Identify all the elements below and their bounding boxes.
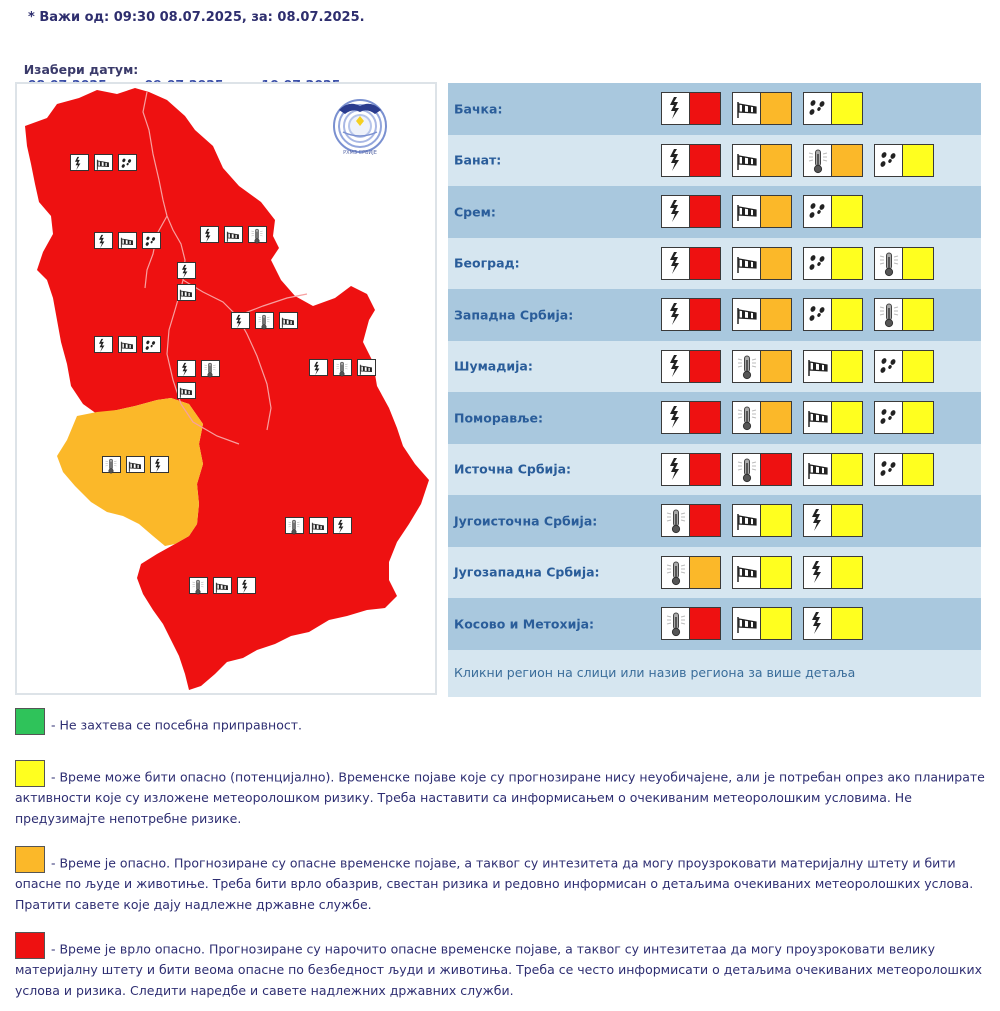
map-marker-heat[interactable] xyxy=(333,359,352,376)
warning-badges xyxy=(661,92,874,125)
lightning-icon xyxy=(233,314,245,329)
windsock-icon xyxy=(736,96,758,120)
warning-level-swatch xyxy=(761,196,791,227)
windsock-icon xyxy=(215,579,229,594)
thermometer-icon xyxy=(335,361,349,377)
warning-badge-heat-red[interactable] xyxy=(661,504,721,537)
validity-text: * Важи од: 09:30 08.07.2025, за: 08.07.2025. xyxy=(28,10,365,25)
map-marker-wind[interactable] xyxy=(118,336,137,353)
map-marker-rain[interactable] xyxy=(118,154,137,171)
lightning-icon xyxy=(662,93,690,124)
lightning-icon xyxy=(662,196,690,227)
lightning-icon xyxy=(804,505,832,536)
legend-swatch-green xyxy=(15,708,45,735)
warning-level-swatch xyxy=(761,454,791,485)
warning-badge-heat-yellow[interactable] xyxy=(874,298,934,331)
raindrops-icon xyxy=(120,156,134,171)
warning-badge-storm-yellow[interactable] xyxy=(803,504,863,537)
map-marker-heat[interactable] xyxy=(189,577,208,594)
warning-level-swatch xyxy=(690,299,720,330)
raindrops-icon xyxy=(878,354,900,378)
lightning-icon xyxy=(179,264,191,279)
map-marker-storm[interactable] xyxy=(237,577,256,594)
lightning-icon xyxy=(665,354,685,378)
region-row xyxy=(448,186,981,238)
raindrops-icon xyxy=(878,405,900,429)
warning-level-swatch xyxy=(690,557,720,588)
thermometer-icon xyxy=(257,314,271,330)
warning-badge-storm-red[interactable] xyxy=(661,247,721,280)
lightning-icon xyxy=(179,362,191,377)
region-name-link[interactable]: Банат: xyxy=(454,152,502,168)
warning-badge-storm-red[interactable] xyxy=(661,144,721,177)
windsock-icon xyxy=(736,508,758,532)
warning-badge-rain-yellow[interactable] xyxy=(874,350,934,383)
raindrops-icon xyxy=(807,251,829,275)
warning-badge-heat-yellow[interactable] xyxy=(874,247,934,280)
warning-level-swatch xyxy=(832,402,862,433)
warning-level-swatch xyxy=(761,505,791,536)
region-row xyxy=(448,289,981,341)
lightning-icon xyxy=(202,228,214,243)
map-marker-storm[interactable] xyxy=(309,359,328,376)
windsock-icon xyxy=(736,199,758,223)
region-name-link[interactable]: Поморавље: xyxy=(454,410,544,426)
warning-badge-wind-orange[interactable] xyxy=(732,144,792,177)
map-marker-rain[interactable] xyxy=(142,232,161,249)
warning-badge-storm-yellow[interactable] xyxy=(803,556,863,589)
region-name-link[interactable]: Југозападна Србија: xyxy=(454,564,600,580)
lightning-icon xyxy=(239,579,251,594)
map-marker-wind[interactable] xyxy=(279,312,298,329)
table-hint: Кликни регион на слици или назив региона за више детаља xyxy=(454,664,856,680)
map-marker-heat[interactable] xyxy=(255,312,274,329)
raindrops-icon xyxy=(144,338,158,353)
warning-level-swatch xyxy=(761,351,791,382)
raindrops-icon xyxy=(144,234,158,249)
warning-badge-rain-yellow[interactable] xyxy=(803,92,863,125)
thermometer-icon xyxy=(662,608,690,639)
lightning-icon xyxy=(807,508,827,532)
map-marker-storm[interactable] xyxy=(200,226,219,243)
thermometer-icon xyxy=(665,560,687,586)
region-row xyxy=(448,341,981,393)
warning-badge-rain-yellow[interactable] xyxy=(874,453,934,486)
warning-badges xyxy=(661,504,874,537)
windsock-icon xyxy=(807,405,829,429)
raindrops-icon xyxy=(875,402,903,433)
windsock-icon xyxy=(736,251,758,275)
warning-badge-heat-red[interactable] xyxy=(732,453,792,486)
warning-level-swatch xyxy=(832,351,862,382)
map-marker-rain[interactable] xyxy=(142,336,161,353)
thermometer-icon xyxy=(807,148,829,174)
lightning-icon xyxy=(665,148,685,172)
thermometer-icon xyxy=(733,402,761,433)
raindrops-icon xyxy=(807,302,829,326)
region-row xyxy=(448,135,981,187)
windsock-icon xyxy=(733,248,761,279)
thermometer-icon xyxy=(662,505,690,536)
table-hint-row xyxy=(448,650,981,697)
windsock-icon xyxy=(733,93,761,124)
thermometer-icon xyxy=(250,228,264,244)
windsock-icon xyxy=(120,234,134,249)
map-marker-wind[interactable] xyxy=(118,232,137,249)
warning-level-swatch xyxy=(832,93,862,124)
raindrops-icon xyxy=(804,196,832,227)
warning-badges xyxy=(661,401,945,434)
windsock-icon xyxy=(733,608,761,639)
thermometer-icon xyxy=(665,611,687,637)
warning-level-swatch xyxy=(832,248,862,279)
warning-badge-heat-orange[interactable] xyxy=(732,350,792,383)
warning-badges xyxy=(661,298,945,331)
lightning-icon xyxy=(804,557,832,588)
warning-level-swatch xyxy=(832,557,862,588)
warning-level-swatch xyxy=(832,608,862,639)
region-name-link[interactable]: Југоисточна Србија: xyxy=(454,513,598,529)
map-marker-storm[interactable] xyxy=(94,336,113,353)
warning-badge-wind-yellow[interactable] xyxy=(803,401,863,434)
warning-level-swatch xyxy=(690,505,720,536)
lightning-icon xyxy=(807,560,827,584)
warning-badge-wind-yellow[interactable] xyxy=(732,556,792,589)
warning-badge-wind-yellow[interactable] xyxy=(732,607,792,640)
lightning-icon xyxy=(662,402,690,433)
lightning-icon xyxy=(96,338,108,353)
region-row xyxy=(448,83,981,135)
legend-text: - Време може бити опасно (потенцијално). Временске појаве које су прогнозиране нису неуобичајене, али је потребан опрез ако планирате активности које су изложене метеоролошком ризику. Треба наставити са информисањем о очекиваним метеоролошким условима. Не предузимајте непотребне ризике. xyxy=(15,769,985,826)
region-name-link[interactable]: Бачка: xyxy=(454,101,503,117)
raindrops-icon xyxy=(804,248,832,279)
thermometer-icon xyxy=(736,457,758,483)
warning-level-swatch xyxy=(761,248,791,279)
raindrops-icon xyxy=(807,199,829,223)
warning-level-swatch xyxy=(832,145,862,176)
raindrops-icon xyxy=(878,457,900,481)
warning-badges xyxy=(661,247,945,280)
map-marker-storm[interactable] xyxy=(150,456,169,473)
thermometer-icon xyxy=(203,362,217,378)
windsock-icon xyxy=(733,505,761,536)
lightning-icon xyxy=(335,519,347,534)
windsock-icon xyxy=(120,338,134,353)
windsock-icon xyxy=(736,560,758,584)
lightning-icon xyxy=(662,299,690,330)
legend-item-red xyxy=(15,932,985,1000)
lightning-icon xyxy=(662,145,690,176)
thermometer-icon xyxy=(104,458,118,474)
windsock-icon xyxy=(733,299,761,330)
thermometer-icon xyxy=(733,351,761,382)
legend-text: - Време је врло опасно. Прогнозиране су нарочито опасне временске појаве, а таквог су интезитетаа да могу проузроковати велику материјалну штету и бити веома опасне по безбедност људи и животиња. Треба се често информисати о детаљима очекиваних метеоролошких услова и ризика. Следити наредбе и савете надлежних државних служби. xyxy=(15,941,983,998)
raindrops-icon xyxy=(804,93,832,124)
warning-level-swatch xyxy=(690,608,720,639)
warning-level-swatch xyxy=(903,402,933,433)
thermometer-icon xyxy=(662,557,690,588)
warning-badge-wind-orange[interactable] xyxy=(732,195,792,228)
warning-badge-storm-red[interactable] xyxy=(661,401,721,434)
lightning-icon xyxy=(311,361,323,376)
region-row xyxy=(448,238,981,290)
lightning-icon xyxy=(662,454,690,485)
warning-badge-storm-red[interactable] xyxy=(661,298,721,331)
warning-badge-storm-red[interactable] xyxy=(661,195,721,228)
lightning-icon xyxy=(152,458,164,473)
windsock-icon xyxy=(179,286,193,301)
warning-level-swatch xyxy=(761,557,791,588)
warning-badges xyxy=(661,195,874,228)
lightning-icon xyxy=(804,608,832,639)
warning-level-swatch xyxy=(690,196,720,227)
windsock-icon xyxy=(96,156,110,171)
warning-badge-rain-yellow[interactable] xyxy=(874,401,934,434)
windsock-icon xyxy=(736,302,758,326)
windsock-icon xyxy=(807,457,829,481)
serbia-map xyxy=(17,84,437,695)
warning-badges xyxy=(661,453,945,486)
windsock-icon xyxy=(128,458,142,473)
logo-icon xyxy=(329,96,391,158)
windsock-icon xyxy=(736,148,758,172)
raindrops-icon xyxy=(804,299,832,330)
thermometer-icon xyxy=(287,519,301,535)
warning-badge-rain-yellow[interactable] xyxy=(874,144,934,177)
map-marker-wind[interactable] xyxy=(94,154,113,171)
lightning-icon xyxy=(665,405,685,429)
map-marker-wind[interactable] xyxy=(177,382,196,399)
windsock-icon xyxy=(804,454,832,485)
windsock-icon xyxy=(736,611,758,635)
map-marker-heat[interactable] xyxy=(102,456,121,473)
legend-swatch-red xyxy=(15,932,45,959)
region-row xyxy=(448,444,981,496)
warning-level-swatch xyxy=(832,454,862,485)
raindrops-icon xyxy=(878,148,900,172)
warning-badges xyxy=(661,144,945,177)
warning-badge-wind-orange[interactable] xyxy=(732,247,792,280)
legend-item-orange xyxy=(15,846,985,914)
warning-badge-wind-orange[interactable] xyxy=(732,298,792,331)
warning-map xyxy=(15,82,437,695)
map-marker-storm[interactable] xyxy=(177,360,196,377)
lightning-icon xyxy=(665,96,685,120)
warning-badge-heat-red[interactable] xyxy=(661,607,721,640)
warning-badge-rain-yellow[interactable] xyxy=(803,247,863,280)
warning-badge-rain-yellow[interactable] xyxy=(803,195,863,228)
date-selector-label: Изабери датум: xyxy=(23,62,139,77)
warning-level-swatch xyxy=(761,299,791,330)
thermometer-icon xyxy=(878,251,900,277)
map-marker-heat[interactable] xyxy=(248,226,267,243)
warning-level-swatch xyxy=(690,402,720,433)
windsock-icon xyxy=(281,314,295,329)
map-marker-wind[interactable] xyxy=(213,577,232,594)
lightning-icon xyxy=(665,302,685,326)
lightning-icon xyxy=(662,248,690,279)
warning-badges xyxy=(661,350,945,383)
legend-item-green xyxy=(15,708,985,735)
lightning-icon xyxy=(662,351,690,382)
region-row xyxy=(448,495,981,547)
warning-level-swatch xyxy=(761,402,791,433)
map-marker-storm[interactable] xyxy=(177,262,196,279)
warning-badge-heat-orange[interactable] xyxy=(661,556,721,589)
warning-level-swatch xyxy=(832,505,862,536)
region-row xyxy=(448,598,981,650)
warning-badge-rain-yellow[interactable] xyxy=(803,298,863,331)
warning-badges xyxy=(661,607,874,640)
legend-swatch-yellow xyxy=(15,760,45,787)
raindrops-icon xyxy=(875,454,903,485)
warning-level-swatch xyxy=(690,351,720,382)
windsock-icon xyxy=(733,196,761,227)
svg-text:РХМЗ СРБИЈЕ: РХМЗ СРБИЈЕ xyxy=(343,150,377,156)
warning-level-swatch xyxy=(761,93,791,124)
windsock-icon xyxy=(804,402,832,433)
thermometer-icon xyxy=(804,145,832,176)
warning-badge-wind-yellow[interactable] xyxy=(803,453,863,486)
region-row xyxy=(448,547,981,599)
thermometer-icon xyxy=(665,508,687,534)
raindrops-icon xyxy=(807,96,829,120)
warning-badge-storm-red[interactable] xyxy=(661,350,721,383)
warning-badge-storm-red[interactable] xyxy=(661,92,721,125)
legend-text: - Не захтева се посебна приправност. xyxy=(51,717,302,733)
legend-item-yellow xyxy=(15,760,985,828)
windsock-icon xyxy=(179,384,193,399)
warning-level-swatch xyxy=(690,248,720,279)
warning-level-swatch xyxy=(903,145,933,176)
map-marker-wind[interactable] xyxy=(357,359,376,376)
lightning-icon xyxy=(72,156,84,171)
windsock-icon xyxy=(804,351,832,382)
windsock-icon xyxy=(226,228,240,243)
warning-level-swatch xyxy=(832,196,862,227)
map-marker-wind[interactable] xyxy=(126,456,145,473)
map-region-red[interactable] xyxy=(25,88,429,690)
map-marker-storm[interactable] xyxy=(231,312,250,329)
windsock-icon xyxy=(807,354,829,378)
legend-text: - Време је опасно. Прогнозиране су опасне временске појаве, а таквог су интезитета да могу проузроковати материјалну штету и бити опасне по људе и животиње. Треба бити врло обазрив, свестан ризика и редовно информисан о детаљима очекиваних метеоролошких услова. Пратити савете које дају надлежне државне службе. xyxy=(15,855,974,912)
warning-badge-storm-red[interactable] xyxy=(661,453,721,486)
warning-badge-wind-yellow[interactable] xyxy=(803,350,863,383)
region-name-link[interactable]: Источна Србија: xyxy=(454,461,572,477)
warning-badges xyxy=(661,556,874,589)
region-warnings-table xyxy=(448,83,981,697)
warning-level-swatch xyxy=(690,145,720,176)
map-marker-wind[interactable] xyxy=(309,517,328,534)
legend-swatch-orange xyxy=(15,846,45,873)
warning-badge-wind-yellow[interactable] xyxy=(732,504,792,537)
raindrops-icon xyxy=(875,145,903,176)
windsock-icon xyxy=(359,361,373,376)
thermometer-icon xyxy=(875,248,903,279)
lightning-icon xyxy=(665,457,685,481)
thermometer-icon xyxy=(736,405,758,431)
lightning-icon xyxy=(665,199,685,223)
warning-level-swatch xyxy=(832,299,862,330)
map-marker-heat[interactable] xyxy=(285,517,304,534)
map-marker-storm[interactable] xyxy=(70,154,89,171)
lightning-icon xyxy=(807,611,827,635)
thermometer-icon xyxy=(875,299,903,330)
map-marker-wind[interactable] xyxy=(177,284,196,301)
map-marker-wind[interactable] xyxy=(224,226,243,243)
lightning-icon xyxy=(96,234,108,249)
rhmz-logo xyxy=(329,96,391,158)
lightning-icon xyxy=(665,251,685,275)
warning-level-swatch xyxy=(690,454,720,485)
warning-badge-heat-orange[interactable] xyxy=(732,401,792,434)
warning-level-swatch xyxy=(761,608,791,639)
region-name-link[interactable]: Срем: xyxy=(454,204,496,220)
warning-badge-heat-orange[interactable] xyxy=(803,144,863,177)
warning-level-swatch xyxy=(690,93,720,124)
windsock-icon xyxy=(733,145,761,176)
raindrops-icon xyxy=(875,351,903,382)
region-name-link[interactable]: Београд: xyxy=(454,255,520,271)
warning-level-swatch xyxy=(903,351,933,382)
warning-badge-storm-yellow[interactable] xyxy=(803,607,863,640)
region-name-link[interactable]: Шумадија: xyxy=(454,358,533,374)
thermometer-icon xyxy=(733,454,761,485)
region-name-link[interactable]: Западна Србија: xyxy=(454,307,574,323)
warning-level-swatch xyxy=(903,248,933,279)
warning-level-swatch xyxy=(903,299,933,330)
thermometer-icon xyxy=(191,579,205,595)
windsock-icon xyxy=(311,519,325,534)
map-marker-storm[interactable] xyxy=(333,517,352,534)
windsock-icon xyxy=(733,557,761,588)
thermometer-icon xyxy=(736,354,758,380)
map-marker-heat[interactable] xyxy=(201,360,220,377)
region-name-link[interactable]: Косово и Метохија: xyxy=(454,616,595,632)
warning-level-swatch xyxy=(761,145,791,176)
warning-badge-wind-orange[interactable] xyxy=(732,92,792,125)
warning-level-swatch xyxy=(903,454,933,485)
thermometer-icon xyxy=(878,302,900,328)
region-row xyxy=(448,392,981,444)
map-marker-storm[interactable] xyxy=(94,232,113,249)
